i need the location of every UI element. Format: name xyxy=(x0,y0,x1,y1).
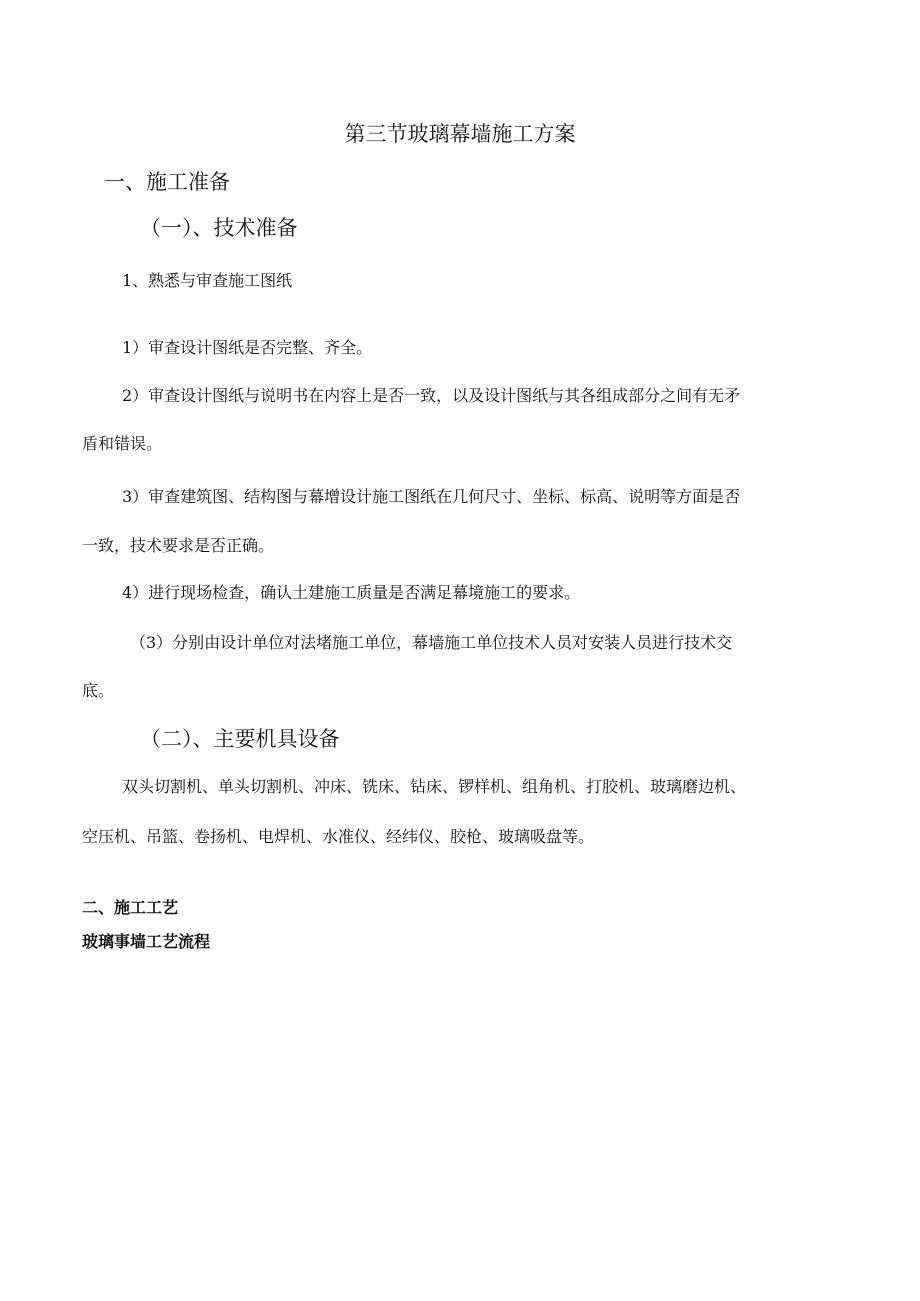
paragraph-3-line-1: 3）审查建筑图、结构图与幕增设计施工图纸在几何尺寸、坐标、标高、说明等方面是否 xyxy=(122,487,741,506)
subsection-heading-technical: （一）、技术准备 xyxy=(140,216,298,240)
paragraph-1: 1）审查设计图纸是否完整、齐全。 xyxy=(122,338,373,357)
section-heading-process: 二、施工工艺 xyxy=(82,898,179,917)
section-heading-preparation: 一、施工准备 xyxy=(104,170,230,194)
process-flow-heading: 玻璃事墙工艺流程 xyxy=(82,932,211,951)
paragraph-4: 4）进行现场检查，确认土建施工质量是否满足幕境施工的要求。 xyxy=(122,583,581,602)
subsection-heading-equipment: （二）、主要机具设备 xyxy=(140,727,340,751)
equipment-line-2: 空压机、吊篮、卷扬机、电焊机、水准仪、经纬仪、胶枪、玻璃吸盘等。 xyxy=(82,827,595,846)
document-title: 第三节玻璃幕墙施工方案 xyxy=(344,122,576,146)
paragraph-5-line-2: 底。 xyxy=(82,681,115,700)
equipment-line-1: 双头切割机、单头切割机、冲床、铣床、钻床、锣样机、组角机、打胶机、玻璃磨边机、 xyxy=(122,777,747,796)
paragraph-2-line-1: 2）审查设计图纸与说明书在内容上是否一致，以及设计图纸与其各组成部分之间有无矛 xyxy=(122,386,741,405)
item-review-drawings: 1、熟悉与审查施工图纸 xyxy=(122,271,293,290)
paragraph-3-line-2: 一致，技术要求是否正确。 xyxy=(82,536,275,555)
paragraph-2-line-2: 盾和错误。 xyxy=(82,434,163,453)
paragraph-5-line-1: （3）分别由设计单位对法堵施工单位，幕墙施工单位技术人员对安装人员进行技术交 xyxy=(130,633,733,652)
